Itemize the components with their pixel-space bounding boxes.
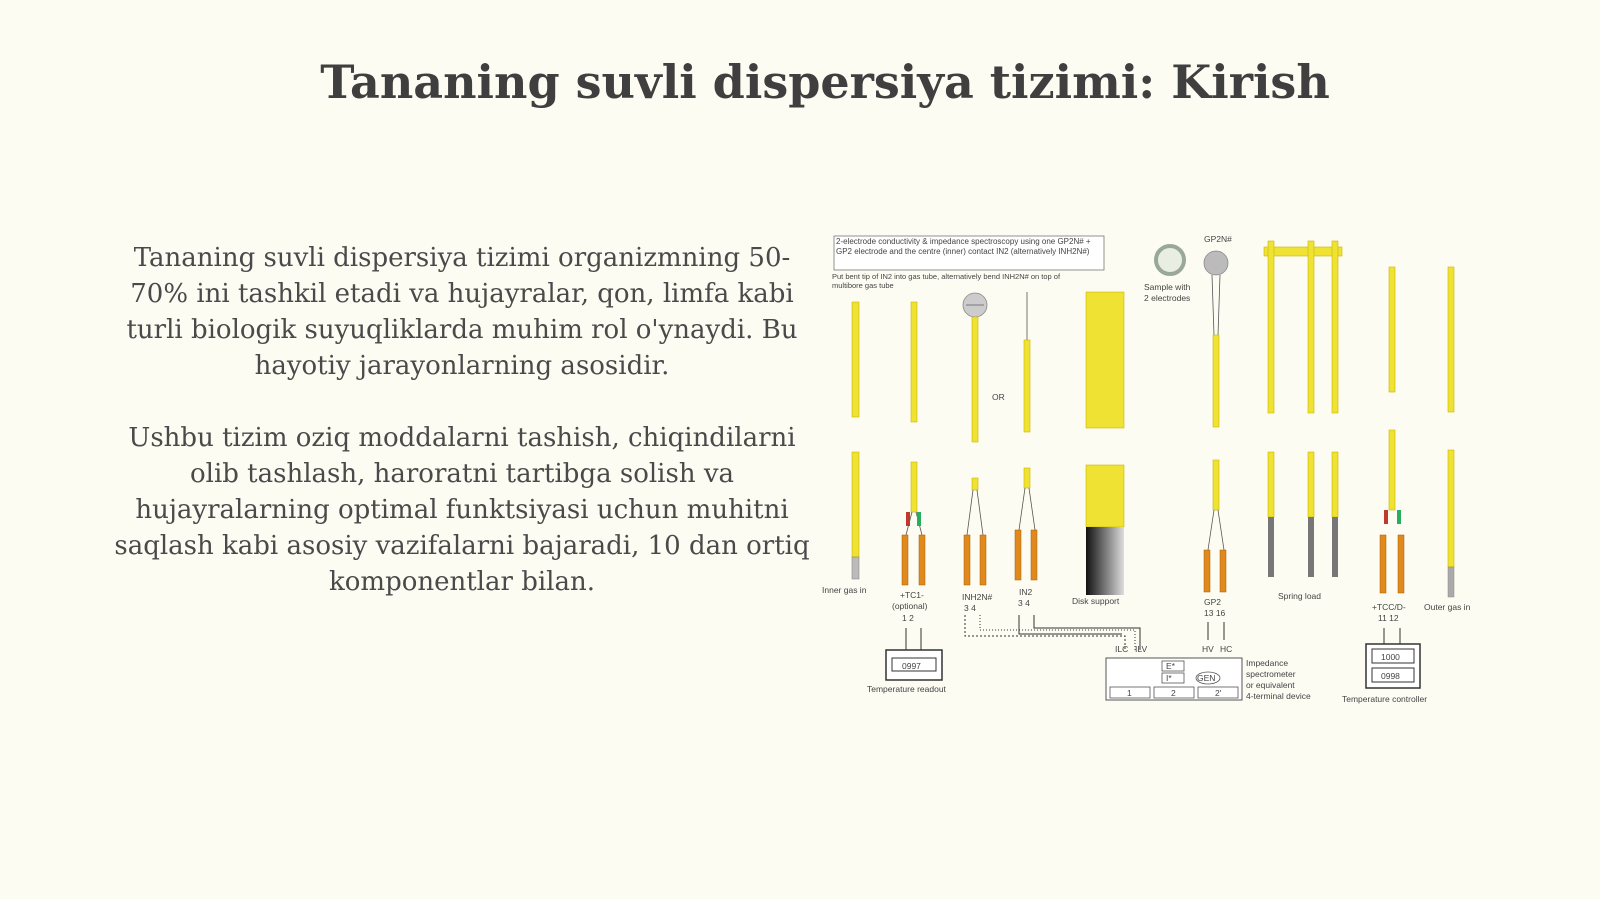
note-box-text: 2-electrode conductivity & impedance spectroscopy using one GP2N# + GP2 electrode and the centre (inner) contact IN2 (alternatively INH2N#) — [836, 237, 1091, 256]
spring-load — [1264, 241, 1342, 577]
box-3-label: 2' — [1215, 688, 1222, 698]
disk-support-label: Disk support — [1072, 596, 1120, 606]
in2-electrode — [1015, 292, 1037, 580]
paragraph-1: Tananing suvli dispersiya tizimi organizmning 50-70% ini tashkil etadi va hujayralar, qon, limfa kabi turli biologik suyuqliklarda muhim rol o'ynaydi. Bu hayotiy jarayonlarning asosidir. — [126, 243, 798, 381]
wiring — [965, 615, 1224, 650]
gp2n-label: GP2N# — [1204, 234, 1232, 244]
in2-pins-label: 3 4 — [1018, 598, 1030, 608]
box-2-label: 2 — [1171, 688, 1176, 698]
sample-label-1: Sample with — [1144, 282, 1191, 292]
gp2-label: GP2 — [1204, 597, 1222, 607]
tc2-label: +TCC/D- — [1372, 602, 1406, 612]
note-bend-text: Put bent tip of IN2 into gas tube, alternatively bend INH2N# on top of multibore gas tube — [832, 272, 1061, 290]
in2-label: IN2 — [1019, 587, 1033, 597]
controller-label: Temperature controller — [1342, 694, 1428, 704]
inh2n-label: INH2N# — [962, 592, 993, 602]
readout-label: Temperature readout — [867, 684, 946, 694]
tc2-thermocouple — [1380, 267, 1404, 593]
sample-label-2: 2 electrodes — [1144, 293, 1191, 303]
controller-value-2: 0998 — [1381, 671, 1400, 681]
electrode-setup-diagram — [822, 230, 1482, 720]
outer-gas-label: Outer gas in — [1424, 602, 1471, 612]
spectrometer-label-2: spectrometer — [1246, 669, 1296, 679]
box-1-label: 1 — [1127, 688, 1132, 698]
i-plus-label: I* — [1166, 673, 1172, 683]
inh2n-pins-label: 3 4 — [964, 603, 976, 613]
spectrometer-label-3: or equivalent — [1246, 680, 1295, 690]
inner-gas-tube — [852, 302, 859, 579]
e-plus-label: E* — [1166, 661, 1175, 671]
readout-value: 0997 — [902, 661, 921, 671]
inh2n-electrode — [963, 293, 987, 585]
spectrometer-label-4: 4-terminal device — [1246, 691, 1311, 701]
spectrometer-label-1: Impedance — [1246, 658, 1289, 668]
gp2-pins-label: 13 16 — [1204, 608, 1226, 618]
disk-support — [1086, 292, 1124, 595]
temperature-readout — [886, 628, 942, 680]
tc1-optional-label: (optional) — [892, 601, 928, 611]
gen-label: GEN — [1197, 673, 1216, 683]
ilv-label: ILV — [1135, 644, 1148, 654]
hv-label: HV — [1202, 644, 1214, 654]
outer-gas-tube — [1448, 267, 1454, 597]
sample-ring — [1156, 246, 1184, 274]
tc1-label: +TC1- — [900, 590, 924, 600]
slide-body — [112, 240, 812, 636]
tc1-thermocouple — [902, 302, 925, 585]
controller-value-1: 1000 — [1381, 652, 1400, 662]
paragraph-2: Ushbu tizim oziq moddalarni tashish, chiqindilarni olib tashlash, haroratni tartibga solish va hujayralarning optimal funktsiyasi uchun muhitni saqlash kabi asosiy vazifalarni bajaradi, 10 dan ortiq komponentlar bilan. — [114, 423, 810, 597]
or-label: OR — [992, 392, 1005, 402]
inner-gas-label: Inner gas in — [822, 585, 867, 595]
tc1-pins-label: 1 2 — [902, 613, 914, 623]
hc-label: HC — [1220, 644, 1233, 654]
gp2-electrode — [1204, 251, 1228, 592]
slide-title: Tananing suvli dispersiya tizimi: Kirish — [320, 55, 1330, 109]
ilc-label: ILC — [1115, 644, 1129, 654]
spring-load-label: Spring load — [1278, 591, 1322, 601]
tc2-pins-label: 11 12 — [1378, 613, 1399, 623]
